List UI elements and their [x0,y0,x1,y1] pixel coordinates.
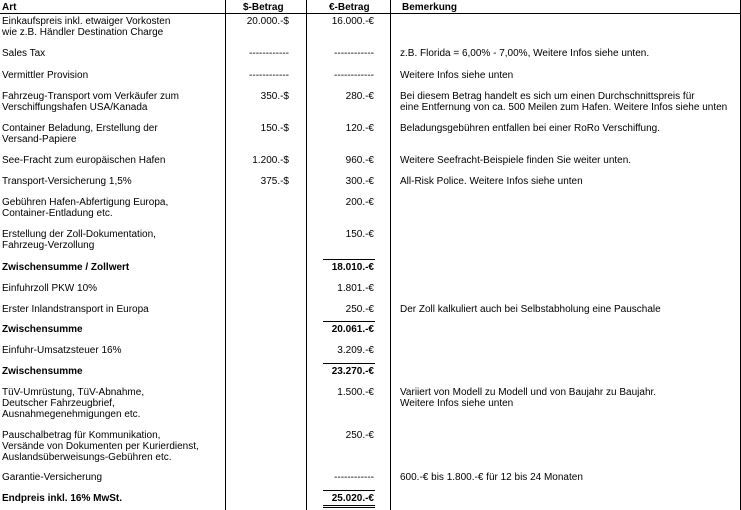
row-eur-amount: 120.-€ [345,123,374,134]
header-note: Bemerkung [402,2,458,13]
row-eur-amount: 3.209.-€ [337,345,374,356]
row-label: Endpreis inkl. 16% MwSt. [2,493,123,504]
row-label: TüV-Umrüstung, TüV-Abnahme, Deutscher Fahrzeugbrief, Ausnahmegenehmigungen etc. [2,387,145,420]
row-note: 600.-€ bis 1.800.-€ für 12 bis 24 Monaten [400,472,583,483]
row-label: Einfuhrzoll PKW 10% [2,283,98,294]
row-label: Pauschalbetrag für Kommunikation, Versände von Dokumenten per Kurierdienst, Auslandsüberweisungs-Gebühren etc. [2,430,199,463]
row-eur-amount: 1.801.-€ [337,283,374,294]
subtotal-rule [323,259,375,260]
row-label: Erstellung der Zoll-Dokumentation, Fahrzeug-Verzollung [2,229,156,251]
row-label: Gebühren Hafen-Abfertigung Europa, Container-Entladung etc. [2,197,169,219]
row-label: Container Beladung, Erstellung der Versand-Papiere [2,123,158,145]
row-usd-amount: 350.-$ [260,91,289,102]
total-rule [323,490,375,491]
row-eur-amount: 23.270.-€ [331,366,374,377]
total-rule [323,507,375,508]
row-label: Zwischensumme / Zollwert [2,262,130,273]
header-eur: €-Betrag [329,2,370,13]
row-eur-amount: 25.020.-€ [331,493,374,504]
row-label: Einkaufspreis inkl. etwaiger Vorkosten wie z.B. Händler Destination Charge [2,16,171,38]
row-note: Variiert von Modell zu Modell und von Baujahr zu Baujahr. Weitere Infos siehe unten [400,387,657,409]
row-note: Bei diesem Betrag handelt es sich um einen Durchschnittspreis für eine Entfernung von ca. 500 Meilen zum Hafen. Weitere Infos siehe unten [400,91,728,113]
total-rule [323,505,375,506]
row-note: z.B. Florida = 6,00% - 7,00%, Weitere Infos siehe unten. [400,48,650,59]
row-eur-amount: 250.-€ [345,304,374,315]
row-eur-amount: 300.-€ [345,176,374,187]
row-label: Zwischensumme [2,366,83,377]
row-note: Beladungsgebühren entfallen bei einer RoRo Verschiffung. [400,123,660,134]
row-note: Weitere Infos siehe unten [400,70,514,81]
row-eur-amount: ------------ [334,48,374,59]
subtotal-rule [323,363,375,364]
row-note: All-Risk Police. Weitere Infos siehe unten [400,176,583,187]
header-underline [0,13,741,14]
row-label: Einfuhr-Umsatzsteuer 16% [2,345,122,356]
row-label: See-Fracht zum europäischen Hafen [2,155,166,166]
row-eur-amount: 250.-€ [345,430,374,441]
row-eur-amount: ------------ [334,70,374,81]
row-eur-amount: ------------ [334,472,374,483]
row-eur-amount: 960.-€ [345,155,374,166]
row-usd-amount: 1.200.-$ [252,155,289,166]
row-eur-amount: 16.000.-€ [331,16,374,27]
row-usd-amount: 150.-$ [260,123,289,134]
row-eur-amount: 200.-€ [345,197,374,208]
row-label: Vermittler Provision [2,70,89,81]
row-note: Weitere Seefracht-Beispiele finden Sie weiter unten. [400,155,632,166]
row-label: Transport-Versicherung 1,5% [2,176,132,187]
row-label: Fahrzeug-Transport vom Verkäufer zum Verschiffungshafen USA/Kanada [2,91,179,113]
row-usd-amount: 20.000.-$ [246,16,289,27]
row-label: Zwischensumme [2,324,83,335]
subtotal-rule [323,321,375,322]
row-label: Garantie-Versicherung [2,472,103,483]
row-label: Erster Inlandstransport in Europa [2,304,149,315]
row-label: Sales Tax [2,48,46,59]
row-eur-amount: 280.-€ [345,91,374,102]
row-usd-amount: ------------ [249,70,289,81]
header-art: Art [2,2,17,13]
column-divider [390,0,391,510]
row-eur-amount: 20.061.-€ [331,324,374,335]
header-usd: $-Betrag [243,2,284,13]
row-usd-amount: ------------ [249,48,289,59]
row-eur-amount: 150.-€ [345,229,374,240]
row-usd-amount: 375.-$ [260,176,289,187]
row-eur-amount: 18.010.-€ [331,262,374,273]
row-eur-amount: 1.500.-€ [337,387,374,398]
row-note: Der Zoll kalkuliert auch bei Selbstabholung eine Pauschale [400,304,661,315]
